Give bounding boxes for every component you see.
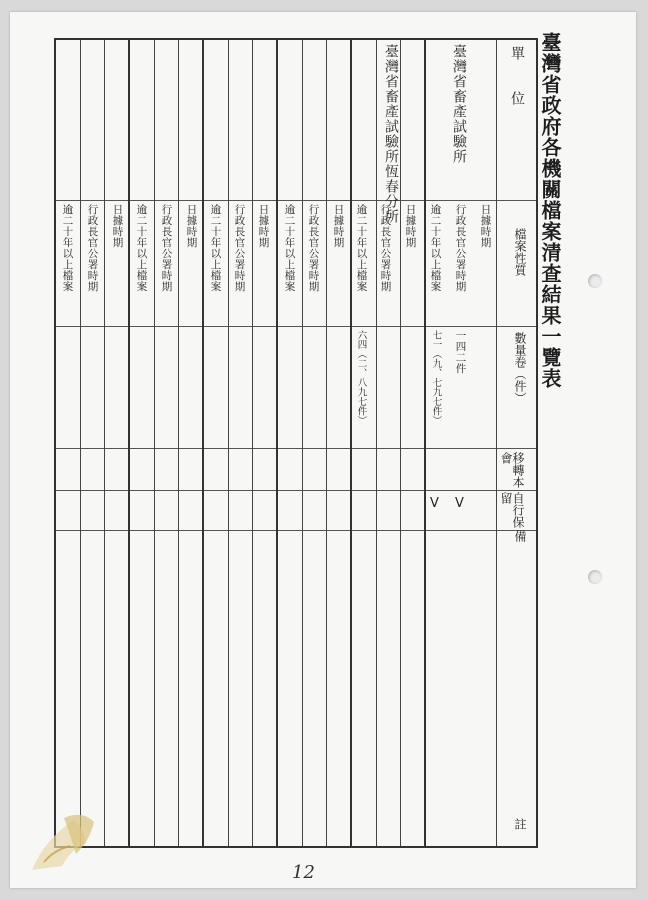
period-label: 逾二十年以上檔案 [135, 204, 148, 292]
column-divider [80, 40, 81, 846]
period-label: 日據時期 [257, 204, 270, 248]
column-divider [178, 40, 179, 846]
column-divider [154, 40, 155, 846]
column-divider [252, 40, 253, 846]
header-nature: 檔案性質 [513, 228, 527, 276]
header-transfer: 移轉本會 [499, 452, 525, 488]
period-label: 逾二十年以上檔案 [61, 204, 74, 292]
header-quantity: 數量卷（件） [513, 332, 527, 404]
column-divider [400, 40, 401, 846]
header-retain: 自行保留 [499, 492, 525, 528]
retain-check-icon: V [455, 496, 464, 511]
period-label: 行政長官公署時期 [233, 204, 246, 292]
period-label: 日據時期 [185, 204, 198, 248]
period-label: 行政長官公署時期 [454, 204, 467, 292]
column-divider [350, 40, 352, 846]
header-remarks-bottom: 註 [513, 818, 527, 830]
column-divider [424, 40, 426, 846]
quantity-value: 七一（九、七九七件） [430, 330, 442, 425]
period-label: 行政長官公署時期 [86, 204, 99, 292]
column-divider [496, 40, 497, 846]
retain-check-icon: V [430, 496, 439, 511]
page-number: 12 [292, 862, 315, 883]
punch-hole [588, 274, 602, 288]
column-divider [202, 40, 204, 846]
unit-name: 臺灣省畜產試驗所 [451, 44, 467, 164]
punch-hole [588, 570, 602, 584]
column-divider [376, 40, 377, 846]
unit-name: 臺灣省畜產試驗所恆春分所 [383, 44, 399, 224]
column-divider [276, 40, 278, 846]
column-divider [302, 40, 303, 846]
column-divider [326, 40, 327, 846]
period-label: 行政長官公署時期 [160, 204, 173, 292]
quantity-value: 一四二件 [454, 330, 467, 374]
header-remarks-top: 備 [513, 530, 527, 542]
period-label: 逾二十年以上檔案 [355, 204, 368, 292]
period-label: 逾二十年以上檔案 [209, 204, 222, 292]
period-label: 日據時期 [111, 204, 124, 248]
column-divider [128, 40, 130, 846]
period-label: 逾二十年以上檔案 [283, 204, 296, 292]
period-label: 行政長官公署時期 [379, 204, 392, 292]
archive-watermark-logo [24, 800, 104, 880]
header-unit: 單 位 [509, 46, 525, 106]
period-label: 逾二十年以上檔案 [429, 204, 442, 292]
period-label: 行政長官公署時期 [307, 204, 320, 292]
period-label: 日據時期 [404, 204, 417, 248]
quantity-value: 六四（二、八九七件） [355, 330, 367, 425]
period-label: 日據時期 [332, 204, 345, 248]
period-label: 日據時期 [479, 204, 492, 248]
column-divider [104, 40, 105, 846]
document-title: 臺灣省政府各機關檔案清查結果一覽表 [538, 32, 562, 389]
column-divider [228, 40, 229, 846]
